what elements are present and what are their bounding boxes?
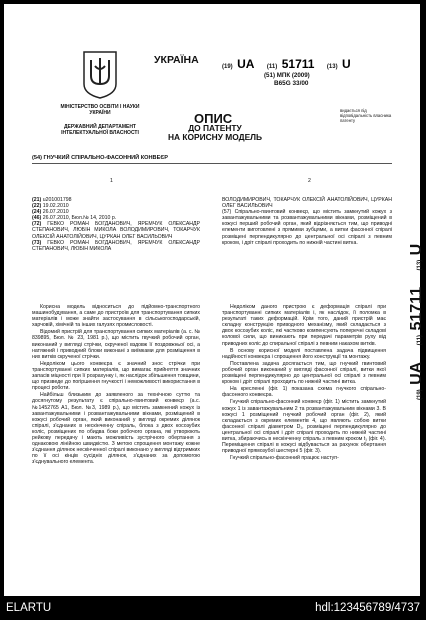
footer-left-label: ELARTU: [6, 602, 52, 614]
publication-id: [222, 55, 351, 73]
bib-row: (24) 26.07.2010: [32, 209, 69, 216]
code-11: (11): [266, 64, 278, 70]
document-subtitle-2: НА КОРИСНУ МОДЕЛЬ: [167, 132, 263, 142]
paragraph: В основу корисної моделі поставлена задача підвищення надійності конвеєра і спрощення його конструкції та монтажу.: [222, 347, 386, 360]
description-left-column: [32, 304, 200, 466]
bib-row: (21) u201001798: [32, 197, 72, 203]
code-13: (13): [326, 64, 338, 70]
paragraph: Поставлена задача досягається тим, що гнучкий гвинтовий робочий орган виконаний у вигляді фасонної спіралі, витки якої розміщені перпендикулярно до центральної осі спіралі з певним кроком і дріт спіралі проходить по нижній частині витка.: [222, 360, 386, 386]
country-code: UA: [237, 57, 255, 71]
bib-row: (72) ГЕВКО РОМАН БОГДАНОВИЧ, ЯРЕМЧУК ОЛЕКСАНДР СТЕПАНОВИЧ, ЛЮБІН МИКОЛА ВОЛОДИМИРОВИЧ, ТОКАРЧУК ОЛЕКСІЙ АНАТОЛІЙОВИЧ, ЦУРКАН ОЛЕГ ВАСИЛЬОВИЧ: [32, 221, 200, 240]
paragraph: На кресленні (фіг. 1) показана схема гнучкого спірально-фасонного конвеєра.: [222, 386, 386, 399]
mpk-label: (51) МПК (2009): [264, 72, 310, 79]
paragraph: Гнучкий спірально-фасонний працює наступ-: [230, 455, 339, 462]
bibliographic-data: [32, 197, 200, 252]
patent-page: [4, 4, 425, 596]
model-title: (54) ГНУЧКИЙ СПІРАЛЬНО-ФАСОННИЙ КОНВЕЄР: [32, 155, 169, 161]
paragraph: Недоліком цього конвеєра є значний знос стрічки при транспортуванні сипких матеріалів, що вимагає прийняття значних запасів міцності при її розрахунку і, як наслідок збільшення товщини, що призведе до погіршення гнучкості і неможливості використання в процесі роботи.: [32, 360, 200, 392]
paragraph: Недоліком даного пристрою є деформація спіралі при транспортуванні сипких матеріалів і, як наслідок, її поломка в результаті таких деформацій. Крім того, даний пристрій має складну конструкцію приводного механізму, який складається з двох косозубих коліс, які частково компенсують поперечні складові колової сили, що виникають при передачі параметрів руху від приводних коліс до спиральної спіралі з певним накахом витків.: [222, 304, 386, 347]
right-column-top: [222, 197, 392, 246]
responsibility-note: видається під відповідальність власника патенту: [340, 108, 392, 123]
bib-row: (73) ГЕВКО РОМАН БОГДАНОВИЧ, ЯРЕМЧУК ОЛЕКСАНДР СТЕПАНОВИЧ, ЛЮБІН МИКОЛА: [32, 239, 200, 252]
bib-row: (22) 19.02.2010: [32, 203, 69, 210]
footer-bar: [0, 600, 424, 620]
document-kind: U: [342, 57, 351, 71]
side-publication-label: (19) UA (11) 51711 (13) U: [408, 243, 425, 400]
code-19: (19): [222, 64, 233, 70]
classification: B65G 33/00: [274, 80, 309, 87]
patent-number: 51711: [281, 57, 315, 71]
description-right-column: [222, 304, 386, 462]
paragraph: Найбільш близьким до заявленого за технічною суттю та досягнутому результату є спірально-гвинтовий конвеєр (а.с. №1452765 А1, Бюл. №3, 1989 р.), що містить замкнений кожух із завантажувальними і розвантажувальними вікнами, розміщений в кожусі робочий орган, який виконаний у вигляді окремих ділянок спіралі, з'єднаних в нескінченну спіраль, блока з двох косозубих коліс, розміщених по обидва боки робочого органа, які утворюють рейкову передачу і мають можливість зустрічного обертання з однаковою лінійною швидкістю. З метою спрощення монтажу кожне з'єднання ділянок нескінченної спіралі виконано у вигляді відтримких по її осі кінців сусідніх ділянок, з'єднаних за допомогою з'єднувального елемента.: [32, 392, 200, 466]
claim-text: (57) Спірально-гвинтовий конвеєр, що містить замкнутий кожух з завантажувальними та розвантажувальними вікнами, розміщений в кожусі перший робочий орган, який відрізняється тим, що приводні елементи виготовлені з прямими зубцями, а витки фасонної спіралі розміщені перпендикулярно до центральної осі спіралі з певним кроком, і дріт спіралі проходить по нижній частині витка.: [222, 209, 392, 246]
paragraph: Корисна модель відноситься до підйомно-транспортного машинобудування, а саме до пристроїв для транспортування сипких матеріалів і може знайти застосування в сільськогосподарській, харчовій, хімічній та інших галузях промисловості.: [32, 304, 200, 329]
footer-handle: hdl:123456789/4737: [315, 602, 420, 614]
bib-row: (46) 26.07.2010, Бюл.№ 14, 2010 р.: [32, 215, 117, 222]
divider: [32, 163, 392, 164]
trident-emblem-icon: [82, 50, 118, 100]
column-number-2: 2: [308, 178, 311, 184]
document-subtitle-1: ДО ПАТЕНТУ: [188, 123, 242, 133]
paragraph: Гнучкий спірально-фасонний конвеєр (фіг. 1) містить замкнутий кожух 1 із завантажувальним 2 та розвантажувальним вікнами 3. В кожусі 1 розміщений гнучкий робочий орган (фіг. 2), який складається з окремих елементів 4, що являють собою витки фасонної спіралі діаметром D₁, розміщені перпендикулярно до центральної осі спіралі і дріт спіралі проходить по нижній частині витка, збираючись в нескінченну спіраль з певним кроком t₁ (фіг. 4). Переміщення спіралі в кожусі відбувається за рахунок обертання приводної прямозубої шестерні 5 (фіг. 3).: [222, 399, 386, 455]
column-number-1: 1: [110, 178, 113, 184]
paragraph: Відомий пристрій для транспортування сипких матеріалів (а. с. № 839895, Бюл. № 23, 1981 р.), що містить гвучкий робочий орган, виконаний у вигляді стрічки, скрученої вздовж її поздовжньої осі, а натяжний і приводний блоки виконані з виїмками для розміщення в них витків скрученої стрічки.: [32, 329, 200, 360]
document-title: ОПИС: [194, 111, 233, 126]
inventor-continuation: ВОЛОДИМИРОВИЧ, ТОКАРЧУК ОЛЕКСІЙ АНАТОЛІЙОВИЧ, ЦУРКАН ОЛЕГ ВАСИЛЬОВИЧ: [222, 197, 392, 210]
department-name: ДЕРЖАВНИЙ ДЕПАРТАМЕНТ ІНТЕЛЕКТУАЛЬНОЇ ВЛАСНОСТІ: [61, 124, 139, 136]
ministry-name: МІНІСТЕРСТВО ОСВІТИ І НАУКИ УКРАЇНИ: [60, 104, 140, 116]
country-name: УКРАЇНА: [154, 54, 199, 66]
